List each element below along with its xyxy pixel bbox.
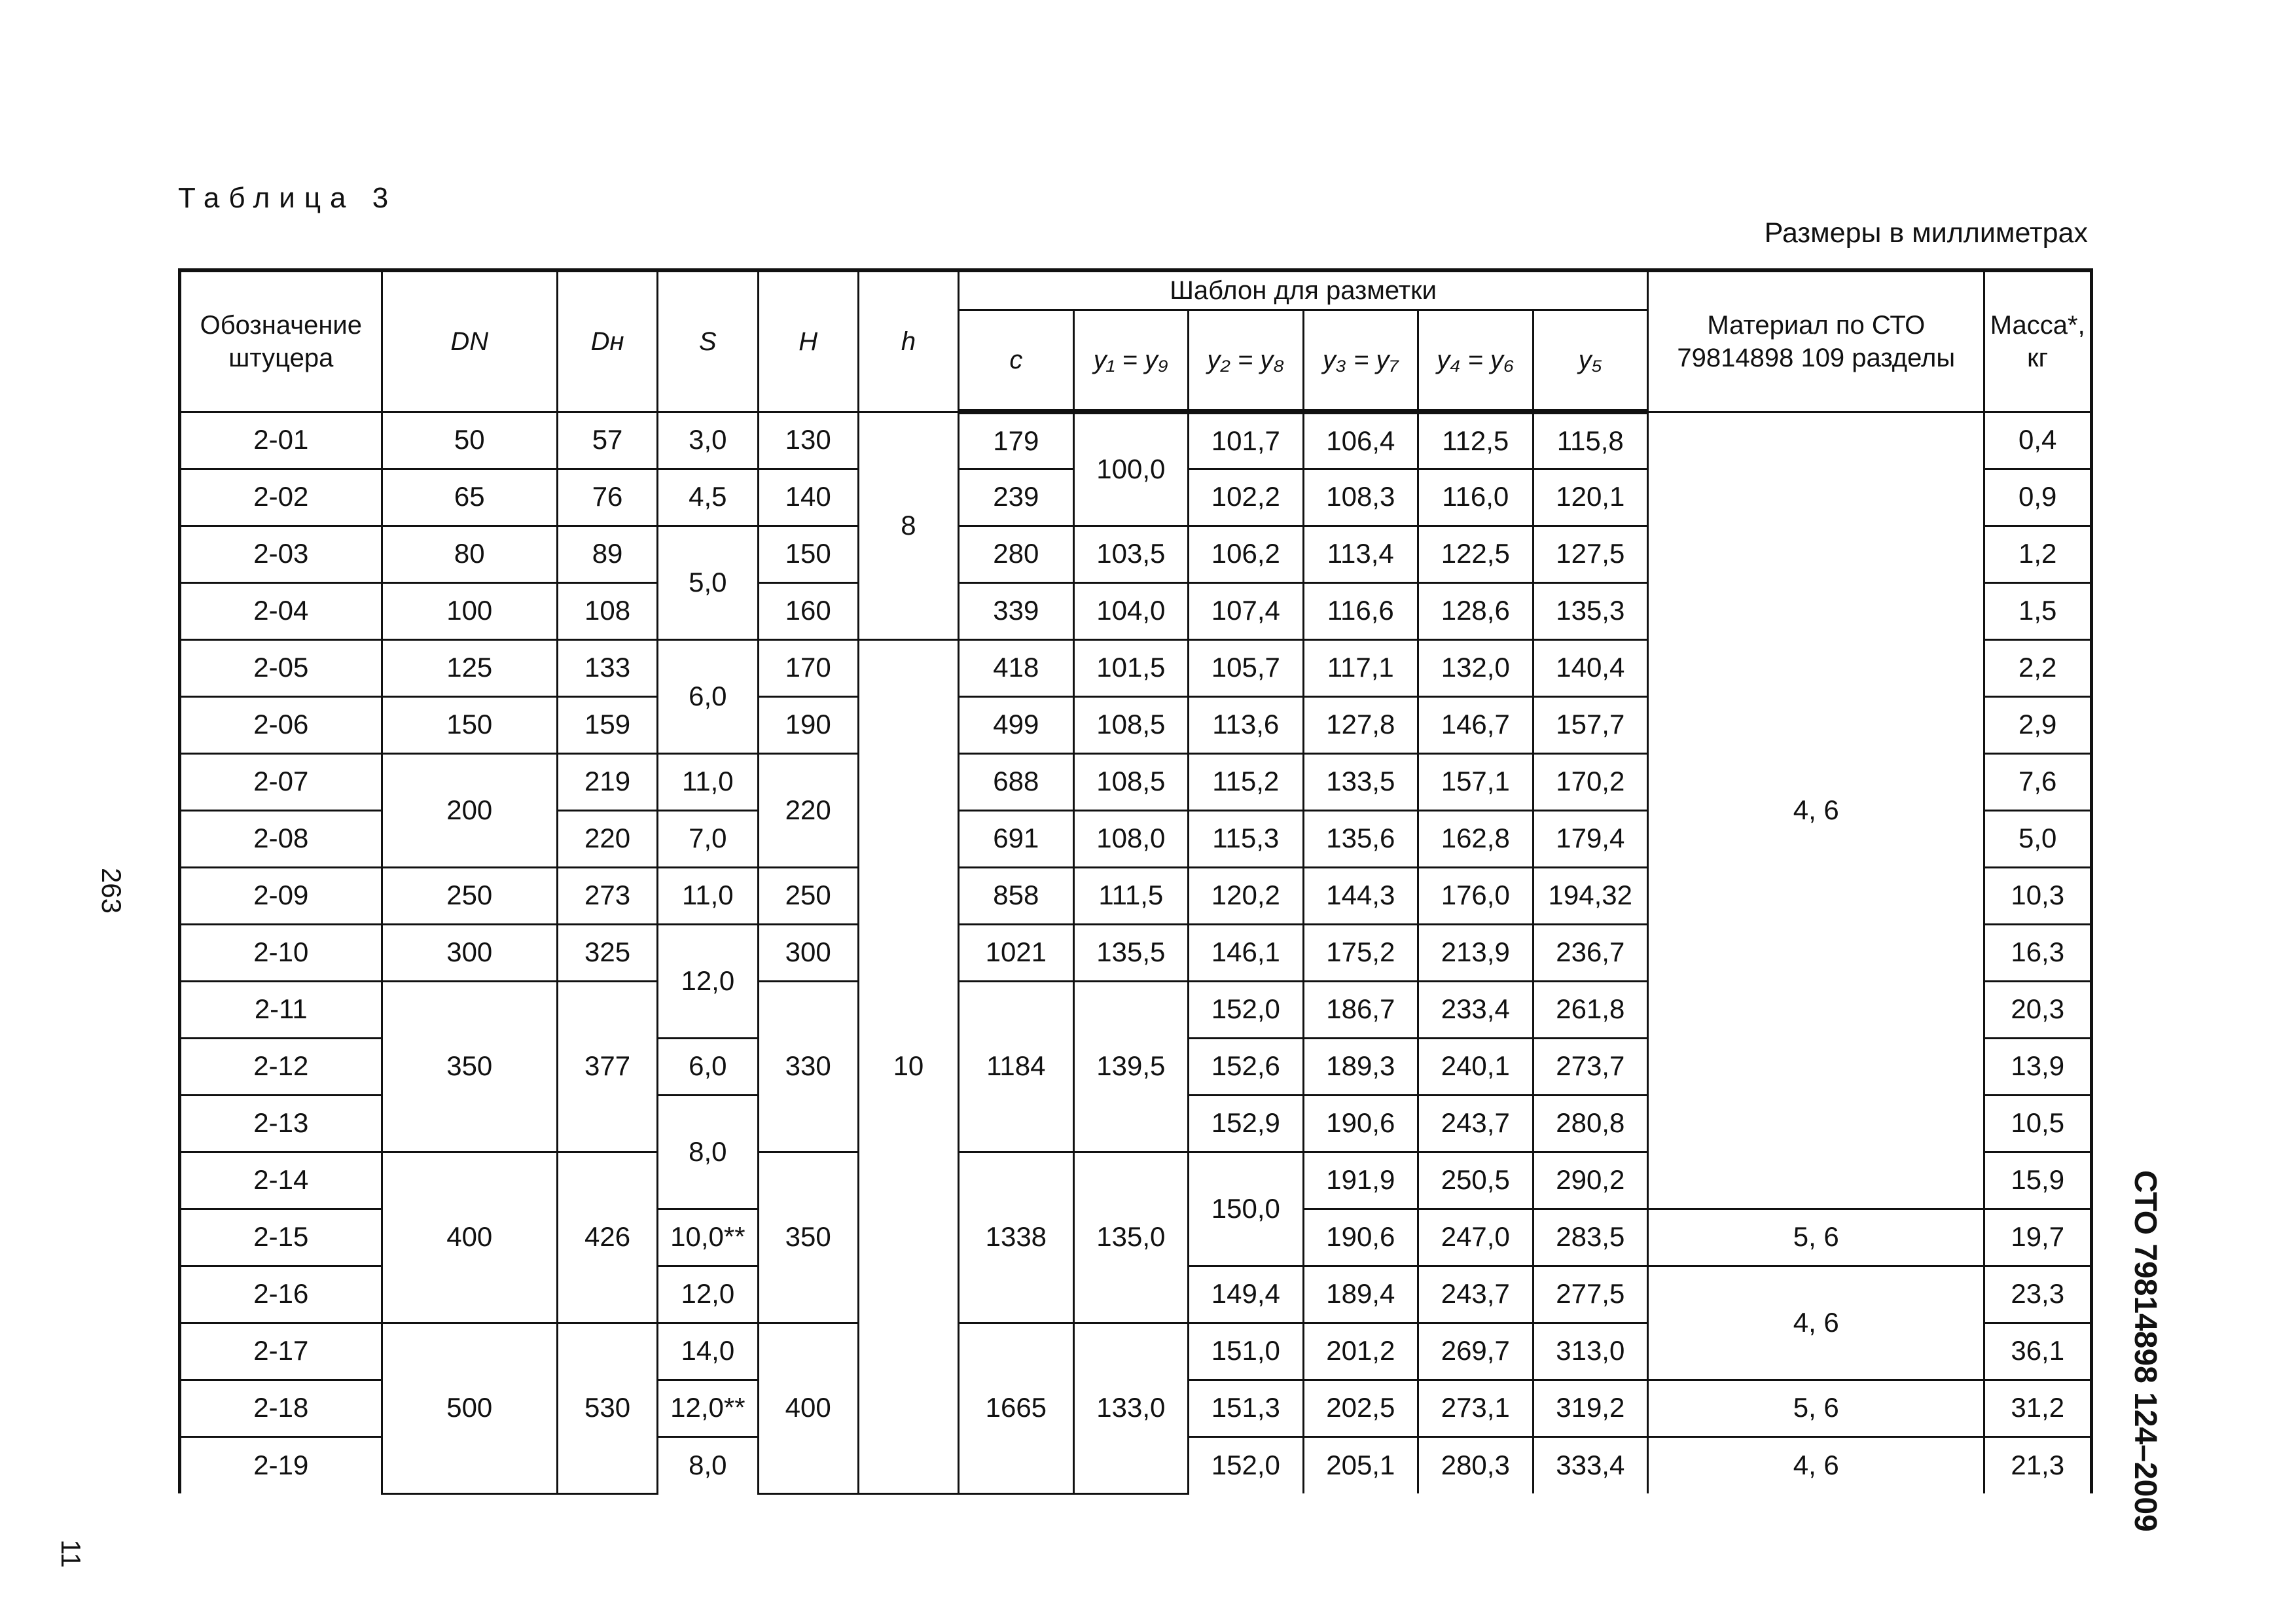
- cell-designation: 2-08: [180, 810, 382, 867]
- cell-y5: 157,7: [1533, 696, 1648, 753]
- cell-y5: 127,5: [1533, 526, 1648, 582]
- cell-mass: 21,3: [1984, 1436, 2092, 1493]
- cell-y3: 202,5: [1303, 1380, 1418, 1436]
- cell-s: 5,0: [658, 526, 758, 639]
- cell-designation: 2-02: [180, 469, 382, 526]
- cell-y5: 194,32: [1533, 867, 1648, 924]
- header-H: H: [758, 270, 858, 412]
- cell-c: 239: [959, 469, 1073, 526]
- cell-mass: 7,6: [1984, 753, 2092, 810]
- header-template-group: Шаблон для разметки: [959, 270, 1648, 310]
- cell-dh: 219: [557, 753, 657, 810]
- side-page-number: 263: [96, 867, 127, 914]
- cell-dh: 273: [557, 867, 657, 924]
- cell-y2: 150,0: [1189, 1152, 1303, 1266]
- cell-y1: 135,0: [1073, 1152, 1188, 1323]
- cell-y5: 319,2: [1533, 1380, 1648, 1436]
- cell-y2: 105,7: [1189, 639, 1303, 696]
- cell-y3: 133,5: [1303, 753, 1418, 810]
- cell-y2: 115,3: [1189, 810, 1303, 867]
- cell-y5: 236,7: [1533, 924, 1648, 981]
- cell-s: 7,0: [658, 810, 758, 867]
- cell-y1: 100,0: [1073, 412, 1188, 526]
- cell-y4: 240,1: [1418, 1038, 1533, 1095]
- cell-y5: 140,4: [1533, 639, 1648, 696]
- cell-designation: 2-05: [180, 639, 382, 696]
- cell-designation: 2-10: [180, 924, 382, 981]
- cell-mass: 1,5: [1984, 582, 2092, 639]
- cell-designation: 2-09: [180, 867, 382, 924]
- cell-y4: 176,0: [1418, 867, 1533, 924]
- cell-y4: 132,0: [1418, 639, 1533, 696]
- cell-material: 4, 6: [1648, 412, 1984, 1209]
- cell-y3: 113,4: [1303, 526, 1418, 582]
- cell-s: 8,0: [658, 1095, 758, 1209]
- cell-designation: 2-01: [180, 412, 382, 469]
- cell-y5: 283,5: [1533, 1209, 1648, 1266]
- cell-dh: 159: [557, 696, 657, 753]
- cell-mass: 0,9: [1984, 469, 2092, 526]
- cell-s: 6,0: [658, 639, 758, 753]
- cell-dh: 426: [557, 1152, 657, 1323]
- cell-s: 12,0: [658, 924, 758, 1038]
- cell-H: 330: [758, 981, 858, 1152]
- cell-mass: 5,0: [1984, 810, 2092, 867]
- cell-dn: 150: [382, 696, 557, 753]
- cell-s: 3,0: [658, 412, 758, 469]
- cell-mass: 10,3: [1984, 867, 2092, 924]
- cell-dn: 250: [382, 867, 557, 924]
- header-c: c: [959, 310, 1073, 412]
- cell-H: 160: [758, 582, 858, 639]
- cell-designation: 2-16: [180, 1266, 382, 1323]
- cell-y3: 189,3: [1303, 1038, 1418, 1095]
- cell-designation: 2-06: [180, 696, 382, 753]
- cell-y3: 106,4: [1303, 412, 1418, 469]
- cell-designation: 2-14: [180, 1152, 382, 1209]
- header-y4-y6: y₄ = y₆: [1418, 310, 1533, 412]
- cell-y4: 233,4: [1418, 981, 1533, 1038]
- cell-s: 4,5: [658, 469, 758, 526]
- cell-y2: 113,6: [1189, 696, 1303, 753]
- cell-y5: 135,3: [1533, 582, 1648, 639]
- cell-dh: 325: [557, 924, 657, 981]
- cell-s: 8,0: [658, 1436, 758, 1493]
- cell-y3: 144,3: [1303, 867, 1418, 924]
- cell-y3: 186,7: [1303, 981, 1418, 1038]
- cell-y1: 101,5: [1073, 639, 1188, 696]
- header-s: S: [658, 270, 758, 412]
- cell-y5: 333,4: [1533, 1436, 1648, 1493]
- cell-s: 6,0: [658, 1038, 758, 1095]
- cell-y2: 146,1: [1189, 924, 1303, 981]
- cell-designation: 2-11: [180, 981, 382, 1038]
- fitting-dimensions-table: [178, 268, 2093, 1495]
- cell-mass: 23,3: [1984, 1266, 2092, 1323]
- cell-y2: 115,2: [1189, 753, 1303, 810]
- cell-material: 5, 6: [1648, 1380, 1984, 1436]
- cell-mass: 19,7: [1984, 1209, 2092, 1266]
- cell-s: 11,0: [658, 867, 758, 924]
- cell-y1: 104,0: [1073, 582, 1188, 639]
- cell-y2: 101,7: [1189, 412, 1303, 469]
- cell-c: 418: [959, 639, 1073, 696]
- cell-y2: 152,6: [1189, 1038, 1303, 1095]
- cell-y5: 261,8: [1533, 981, 1648, 1038]
- header-mass: Масса*, кг: [1984, 270, 2092, 412]
- cell-c: 499: [959, 696, 1073, 753]
- cell-h: 8: [858, 412, 958, 639]
- cell-dn: 65: [382, 469, 557, 526]
- cell-H: 220: [758, 753, 858, 867]
- cell-dh: 57: [557, 412, 657, 469]
- header-dh: Dн: [557, 270, 657, 412]
- cell-s: 10,0**: [658, 1209, 758, 1266]
- cell-y2: 102,2: [1189, 469, 1303, 526]
- cell-y1: 108,0: [1073, 810, 1188, 867]
- cell-dn: 400: [382, 1152, 557, 1323]
- cell-mass: 2,9: [1984, 696, 2092, 753]
- cell-y5: 280,8: [1533, 1095, 1648, 1152]
- header-material: Материал по СТО 79814898 109 разделы: [1648, 270, 1984, 412]
- cell-dn: 300: [382, 924, 557, 981]
- cell-c: 280: [959, 526, 1073, 582]
- cell-y4: 122,5: [1418, 526, 1533, 582]
- cell-y4: 247,0: [1418, 1209, 1533, 1266]
- cell-y2: 120,2: [1189, 867, 1303, 924]
- cell-s: 11,0: [658, 753, 758, 810]
- cell-y3: 191,9: [1303, 1152, 1418, 1209]
- cell-H: 300: [758, 924, 858, 981]
- cell-y2: 152,9: [1189, 1095, 1303, 1152]
- cell-y4: 269,7: [1418, 1323, 1533, 1380]
- cell-y5: 273,7: [1533, 1038, 1648, 1095]
- cell-mass: 20,3: [1984, 981, 2092, 1038]
- cell-dn: 50: [382, 412, 557, 469]
- cell-mass: 0,4: [1984, 412, 2092, 469]
- cell-dn: 500: [382, 1323, 557, 1493]
- cell-y4: 280,3: [1418, 1436, 1533, 1493]
- cell-dh: 530: [557, 1323, 657, 1493]
- cell-y3: 189,4: [1303, 1266, 1418, 1323]
- cell-y4: 157,1: [1418, 753, 1533, 810]
- cell-y4: 162,8: [1418, 810, 1533, 867]
- cell-y4: 146,7: [1418, 696, 1533, 753]
- cell-material: 4, 6: [1648, 1266, 1984, 1380]
- units-note: Размеры в миллиметрах: [1764, 217, 2088, 249]
- cell-y2: 152,0: [1189, 1436, 1303, 1493]
- cell-y4: 128,6: [1418, 582, 1533, 639]
- cell-designation: 2-17: [180, 1323, 382, 1380]
- cell-y4: 243,7: [1418, 1266, 1533, 1323]
- cell-c: 339: [959, 582, 1073, 639]
- cell-c: 688: [959, 753, 1073, 810]
- cell-mass: 2,2: [1984, 639, 2092, 696]
- cell-H: 140: [758, 469, 858, 526]
- bottom-page-number: 11: [56, 1539, 86, 1568]
- cell-H: 250: [758, 867, 858, 924]
- cell-designation: 2-04: [180, 582, 382, 639]
- cell-y3: 116,6: [1303, 582, 1418, 639]
- cell-y5: 290,2: [1533, 1152, 1648, 1209]
- cell-mass: 1,2: [1984, 526, 2092, 582]
- cell-y1: 108,5: [1073, 696, 1188, 753]
- cell-y3: 175,2: [1303, 924, 1418, 981]
- cell-c: 179: [959, 412, 1073, 469]
- cell-y4: 112,5: [1418, 412, 1533, 469]
- cell-s: 12,0**: [658, 1380, 758, 1436]
- cell-y4: 213,9: [1418, 924, 1533, 981]
- cell-y3: 205,1: [1303, 1436, 1418, 1493]
- cell-mass: 10,5: [1984, 1095, 2092, 1152]
- cell-material: 4, 6: [1648, 1436, 1984, 1493]
- header-y5: y₅: [1533, 310, 1648, 412]
- cell-dn: 80: [382, 526, 557, 582]
- cell-dh: 377: [557, 981, 657, 1152]
- cell-y1: 133,0: [1073, 1323, 1188, 1493]
- cell-designation: 2-03: [180, 526, 382, 582]
- cell-dh: 220: [557, 810, 657, 867]
- cell-H: 170: [758, 639, 858, 696]
- cell-y1: 111,5: [1073, 867, 1188, 924]
- cell-s: 12,0: [658, 1266, 758, 1323]
- cell-H: 190: [758, 696, 858, 753]
- cell-y4: 243,7: [1418, 1095, 1533, 1152]
- cell-material: 5, 6: [1648, 1209, 1984, 1266]
- cell-y5: 179,4: [1533, 810, 1648, 867]
- cell-h: 10: [858, 639, 958, 1493]
- cell-y4: 116,0: [1418, 469, 1533, 526]
- cell-dh: 89: [557, 526, 657, 582]
- cell-y1: 135,5: [1073, 924, 1188, 981]
- cell-y3: 117,1: [1303, 639, 1418, 696]
- cell-y1: 103,5: [1073, 526, 1188, 582]
- table-row: [180, 412, 2092, 469]
- cell-c: 1021: [959, 924, 1073, 981]
- cell-y3: 108,3: [1303, 469, 1418, 526]
- cell-c: 1338: [959, 1152, 1073, 1323]
- cell-y3: 135,6: [1303, 810, 1418, 867]
- cell-designation: 2-19: [180, 1436, 382, 1493]
- header-designation: Обозначение штуцера: [180, 270, 382, 412]
- cell-c: 858: [959, 867, 1073, 924]
- cell-y5: 313,0: [1533, 1323, 1648, 1380]
- cell-mass: 16,3: [1984, 924, 2092, 981]
- cell-y2: 152,0: [1189, 981, 1303, 1038]
- table-title: Таблица 3: [178, 182, 398, 214]
- cell-y3: 190,6: [1303, 1209, 1418, 1266]
- cell-H: 400: [758, 1323, 858, 1493]
- cell-designation: 2-12: [180, 1038, 382, 1095]
- cell-designation: 2-15: [180, 1209, 382, 1266]
- cell-y5: 120,1: [1533, 469, 1648, 526]
- cell-y1: 108,5: [1073, 753, 1188, 810]
- cell-s: 14,0: [658, 1323, 758, 1380]
- cell-H: 130: [758, 412, 858, 469]
- cell-designation: 2-07: [180, 753, 382, 810]
- cell-y2: 151,0: [1189, 1323, 1303, 1380]
- cell-H: 350: [758, 1152, 858, 1323]
- cell-mass: 15,9: [1984, 1152, 2092, 1209]
- cell-designation: 2-13: [180, 1095, 382, 1152]
- cell-y1: 139,5: [1073, 981, 1188, 1152]
- header-dn: DN: [382, 270, 557, 412]
- header-y2-y8: y₂ = y₈: [1189, 310, 1303, 412]
- cell-mass: 36,1: [1984, 1323, 2092, 1380]
- cell-c: 691: [959, 810, 1073, 867]
- cell-y4: 273,1: [1418, 1380, 1533, 1436]
- cell-H: 150: [758, 526, 858, 582]
- cell-y4: 250,5: [1418, 1152, 1533, 1209]
- header-h: h: [858, 270, 958, 412]
- cell-dh: 76: [557, 469, 657, 526]
- cell-y3: 127,8: [1303, 696, 1418, 753]
- cell-dh: 133: [557, 639, 657, 696]
- cell-y2: 106,2: [1189, 526, 1303, 582]
- cell-dn: 125: [382, 639, 557, 696]
- cell-y5: 115,8: [1533, 412, 1648, 469]
- cell-c: 1184: [959, 981, 1073, 1152]
- cell-c: 1665: [959, 1323, 1073, 1493]
- cell-dn: 200: [382, 753, 557, 867]
- cell-designation: 2-18: [180, 1380, 382, 1436]
- cell-mass: 13,9: [1984, 1038, 2092, 1095]
- cell-y3: 190,6: [1303, 1095, 1418, 1152]
- cell-y2: 107,4: [1189, 582, 1303, 639]
- cell-dn: 100: [382, 582, 557, 639]
- cell-y5: 277,5: [1533, 1266, 1648, 1323]
- cell-y2: 151,3: [1189, 1380, 1303, 1436]
- cell-y3: 201,2: [1303, 1323, 1418, 1380]
- cell-dn: 350: [382, 981, 557, 1152]
- cell-mass: 31,2: [1984, 1380, 2092, 1436]
- header-y3-y7: y₃ = y₇: [1303, 310, 1418, 412]
- document-code: СТО 79814898 124–2009: [2128, 1170, 2163, 1532]
- header-y1-y9: y₁ = y₉: [1073, 310, 1188, 412]
- cell-y5: 170,2: [1533, 753, 1648, 810]
- cell-dh: 108: [557, 582, 657, 639]
- cell-y2: 149,4: [1189, 1266, 1303, 1323]
